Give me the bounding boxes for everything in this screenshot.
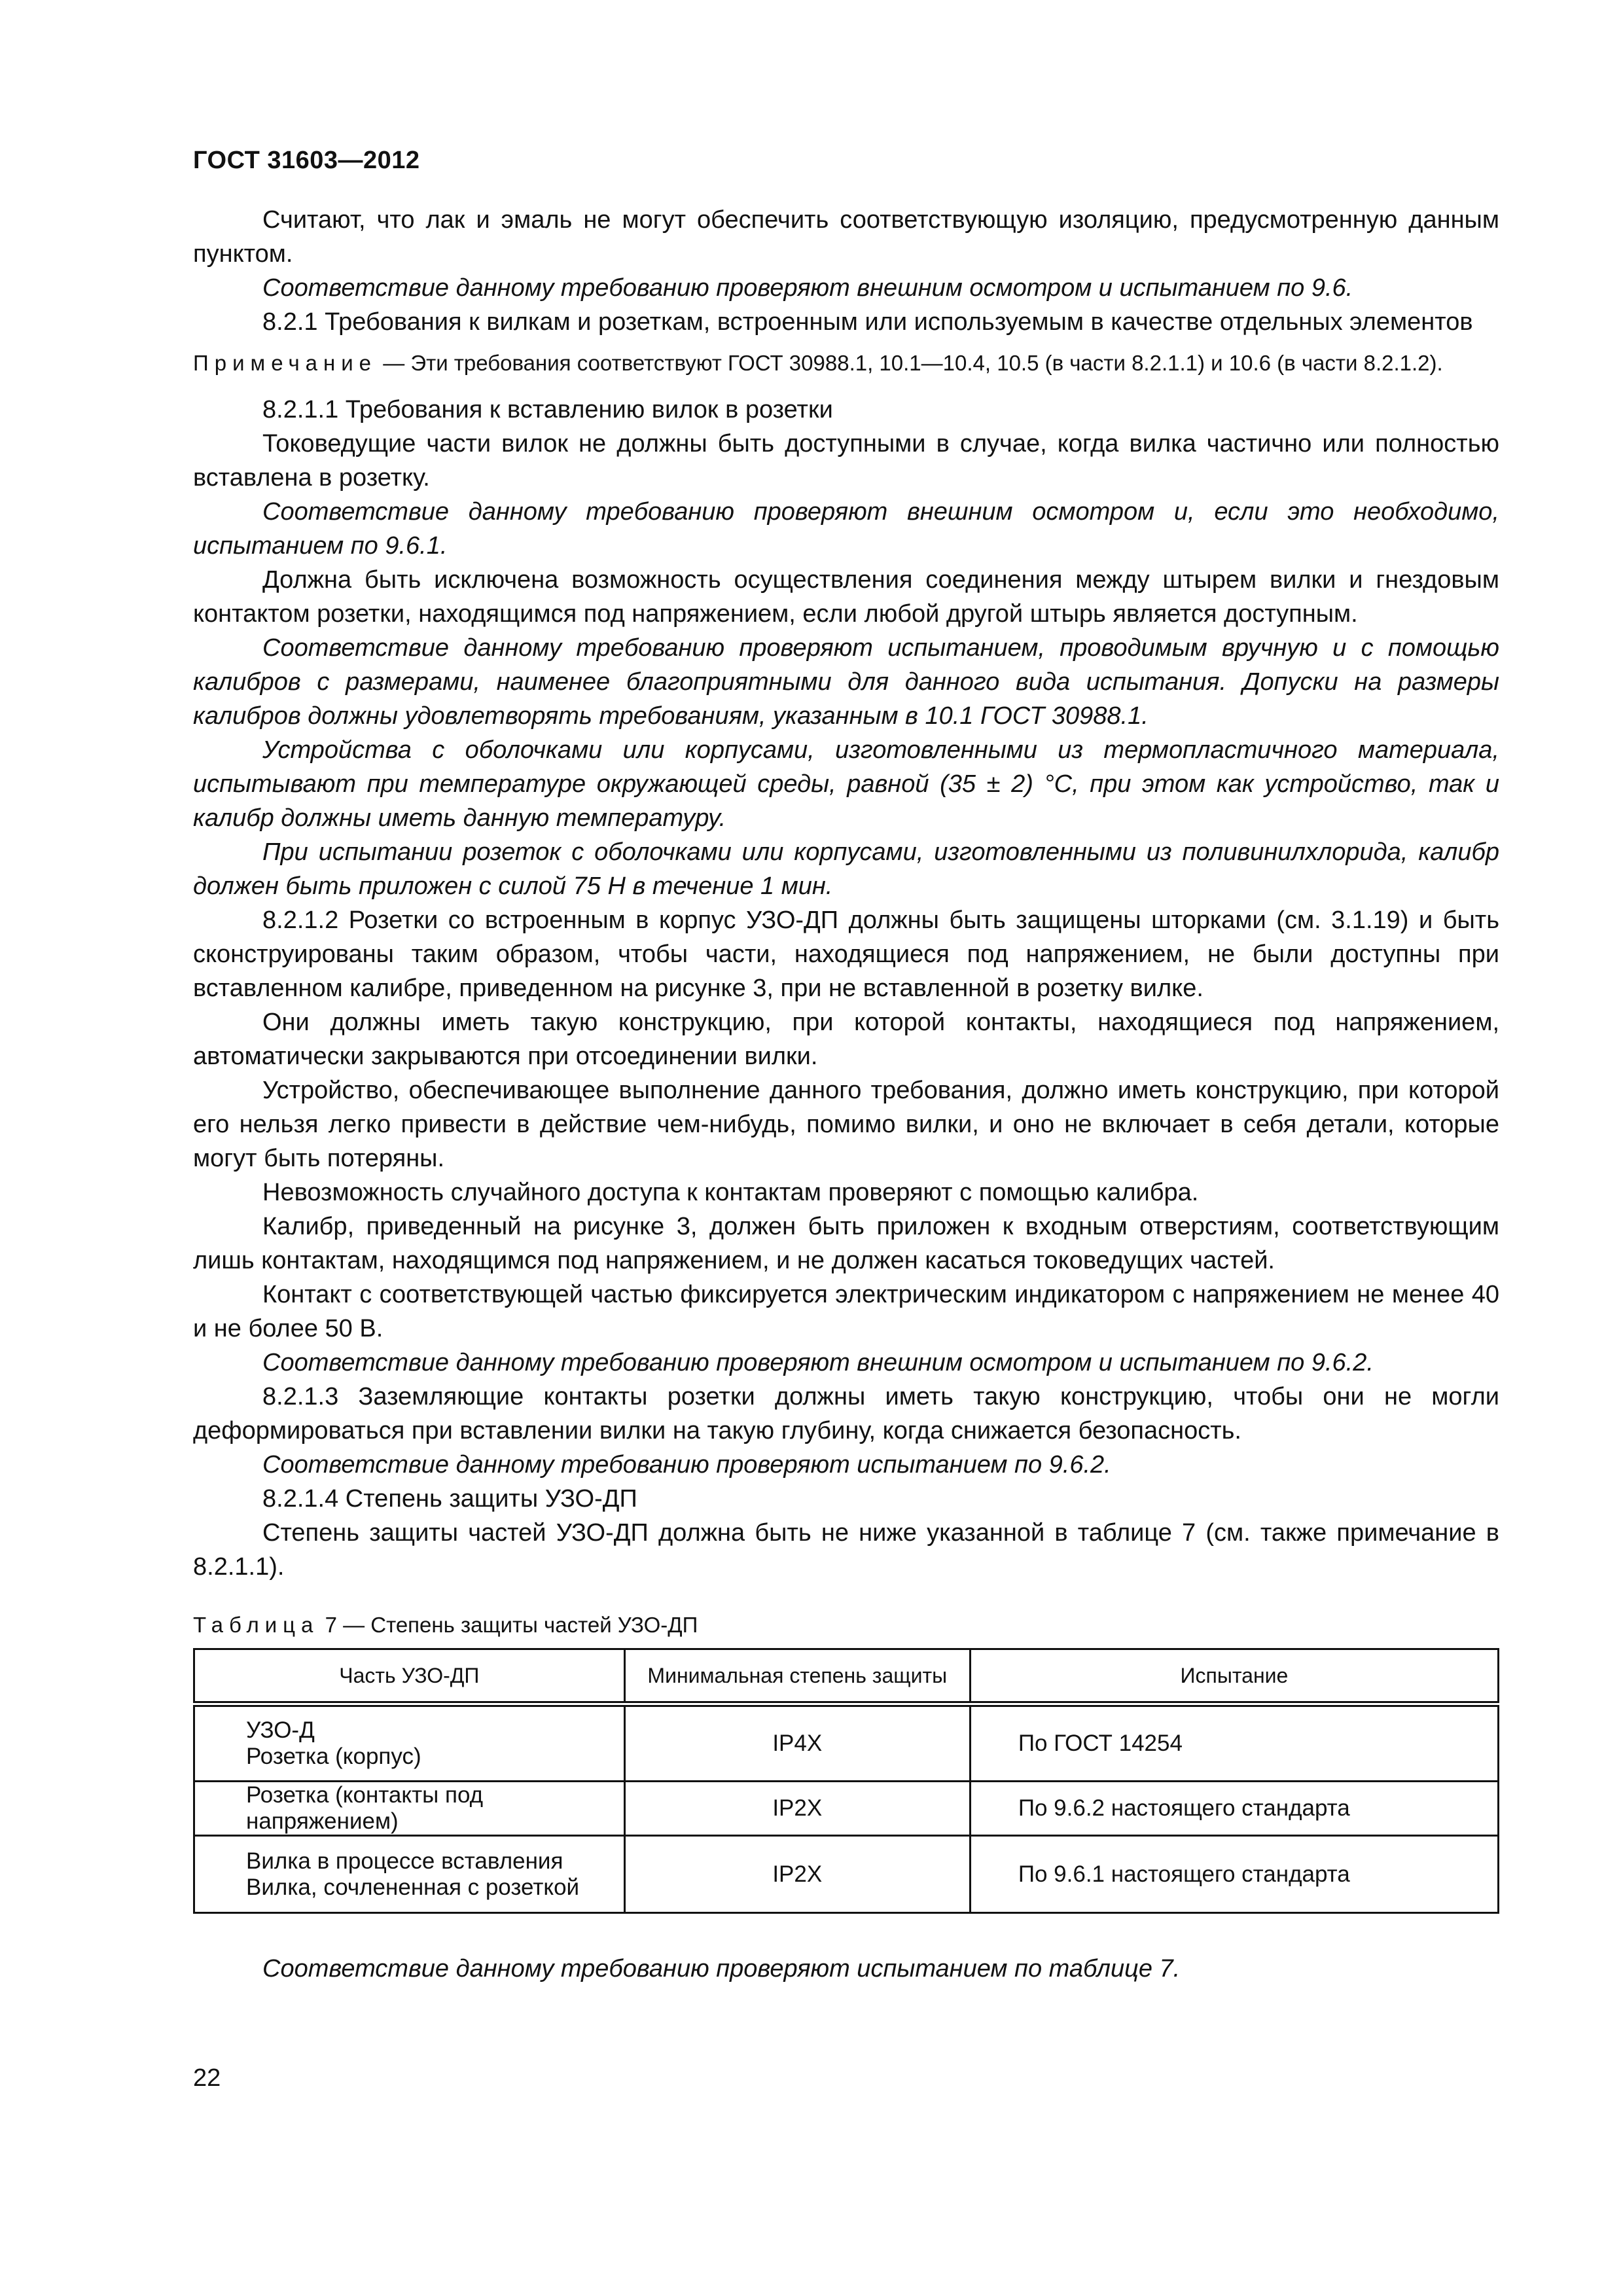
table-cell-part — [194, 1782, 625, 1836]
final-statement: Соответствие данному требованию проверяют испытанием по таблице 7. — [262, 1955, 1181, 1982]
body-paragraph: Контакт с соответствующей частью фиксируется электрическим индикатором с напряжением не менее 40 и не более 50 В. — [193, 1281, 1499, 1342]
compliance-paragraph: Соответствие данному требованию проверяют внешним осмотром и, если это необходимо, испытанием по 9.6.1. — [193, 498, 1499, 560]
table-row — [194, 1836, 1499, 1913]
body-paragraph: Калибр, приведенный на рисунке 3, должен быть приложен к входным отверстиям, соответствующим лишь контактам, находящимся под напряжением, и не должен касаться токоведущих частей. — [193, 1213, 1499, 1274]
compliance-paragraph: Соответствие данному требованию проверяют испытанием, проводимым вручную и с помощью калибров с размерами, наименее благоприятными для данного вида испытания. Допуски на размеры калибров должны удовлетворять требованиям, указанным в 10.1 ГОСТ 30988.1. — [193, 634, 1499, 730]
table-cell-test: По 9.6.2 настоящего стандарта — [970, 1782, 1498, 1836]
table-row — [194, 1782, 1499, 1836]
table-header-protection: Минимальная степень защиты — [624, 1649, 970, 1704]
table-cell-part — [194, 1704, 625, 1782]
table-header-row — [194, 1649, 1499, 1704]
body-paragraph: Устройство, обеспечивающее выполнение данного требования, должно иметь конструкцию, при которой его нельзя легко привести в действие чем-нибудь, помимо вилки, и оно не включает в себя детали, которые могут быть потеряны. — [193, 1077, 1499, 1172]
table-cell-part-line: Вилка в процессе вставления — [246, 1848, 563, 1874]
compliance-paragraph: Устройства с оболочками или корпусами, изготовленными из термопластичного материала, испытывают при температуре окружающей среды, равной (35 ± 2) °С, при этом как устройство, так и калибр должны иметь данную температуру. — [193, 736, 1499, 832]
table-cell-test: По ГОСТ 14254 — [970, 1704, 1498, 1782]
table-cell-part-line: Розетка (корпус) — [246, 1744, 421, 1769]
note-label: Примечание — [193, 351, 378, 375]
document-code-header: ГОСТ 31603—2012 — [193, 147, 420, 174]
paragraph-block-2 — [193, 393, 1499, 1584]
compliance-paragraph: При испытании розеток с оболочками или корпусами, изготовленными из поливинилхлорида, калибр должен быть приложен с силой 75 Н в течение 1 мин. — [193, 838, 1499, 900]
table-body — [194, 1704, 1499, 1913]
body-paragraph: Должна быть исключена возможность осуществления соединения между штырем вилки и гнездовым контактом розетки, находящимся под напряжением, если любой другой штырь является доступным. — [193, 566, 1499, 628]
table-cell-protection: IP4X — [624, 1704, 970, 1782]
body-paragraph: Невозможность случайного доступа к контактам проверяют с помощью калибра. — [262, 1179, 1199, 1206]
table-header-test: Испытание — [970, 1649, 1498, 1704]
body-paragraph: Они должны иметь такую конструкцию, при которой контакты, находящиеся под напряжением, автоматически закрываются при отсоединении вилки. — [193, 1009, 1499, 1070]
body-paragraph: Степень защиты частей УЗО-ДП должна быть не ниже указанной в таблице 7 (см. также примечание в 8.2.1.1). — [193, 1519, 1499, 1581]
note-text: — Эти требования соответствуют ГОСТ 30988.1, 10.1—10.4, 10.5 (в части 8.2.1.1) и 10.6 (в части 8.2.1.2). — [383, 351, 1443, 375]
table-cell-part-line: Розетка (контакты под напряжением) — [246, 1782, 484, 1834]
body-paragraph: 8.2.1.2 Розетки со встроенным в корпус УЗО-ДП должны быть защищены шторками (см. 3.1.19) и быть сконструированы таким образом, чтобы части, находящиеся под напряжением, не были доступны при вставленном калибре, приведенном на рисунке 3, при не вставленной в розетку вилке. — [193, 906, 1499, 1002]
note — [193, 348, 1499, 378]
protection-table — [193, 1648, 1499, 1914]
table-cell-part-line: УЗО-Д — [246, 1717, 315, 1743]
body-paragraph: 8.2.1 Требования к вилкам и розеткам, встроенным или используемым в качестве отдельных элементов — [262, 308, 1473, 336]
table-header-part: Часть УЗО-ДП — [194, 1649, 625, 1704]
table-cell-part — [194, 1836, 625, 1913]
table-cell-protection: IP2X — [624, 1836, 970, 1913]
body-paragraph: Считают, что лак и эмаль не могут обеспечить соответствующую изоляцию, предусмотренную данным пунктом. — [193, 206, 1499, 268]
table-caption-text: 7 — Степень защиты частей УЗО-ДП — [325, 1613, 698, 1637]
compliance-paragraph: Соответствие данному требованию проверяют внешним осмотром и испытанием по 9.6.2. — [262, 1349, 1374, 1376]
compliance-paragraph: Соответствие данному требованию проверяют испытанием по 9.6.2. — [262, 1451, 1111, 1479]
table-cell-part-line: Вилка, сочлененная с розеткой — [246, 1874, 580, 1900]
table-cell-protection: IP2X — [624, 1782, 970, 1836]
paragraph-block-1 — [193, 203, 1499, 339]
table-caption — [193, 1610, 1499, 1640]
table-cell-test: По 9.6.1 настоящего стандарта — [970, 1836, 1498, 1913]
table-row — [194, 1704, 1499, 1782]
body-paragraph: 8.2.1.3 Заземляющие контакты розетки должны иметь такую конструкцию, чтобы они не могли деформироваться при вставлении вилки на такую глубину, когда снижается безопасность. — [193, 1383, 1499, 1444]
body-paragraph: 8.2.1.1 Требования к вставлению вилок в розетки — [262, 396, 833, 423]
body-paragraph: 8.2.1.4 Степень защиты УЗО-ДП — [262, 1485, 637, 1513]
compliance-paragraph: Соответствие данному требованию проверяют внешним осмотром и испытанием по 9.6. — [262, 274, 1353, 302]
body-paragraph: Токоведущие части вилок не должны быть доступными в случае, когда вилка частично или полностью вставлена в розетку. — [193, 430, 1499, 492]
document-body — [193, 203, 1499, 1986]
page-number: 22 — [193, 2064, 221, 2092]
table-caption-label: Таблица — [193, 1613, 319, 1637]
